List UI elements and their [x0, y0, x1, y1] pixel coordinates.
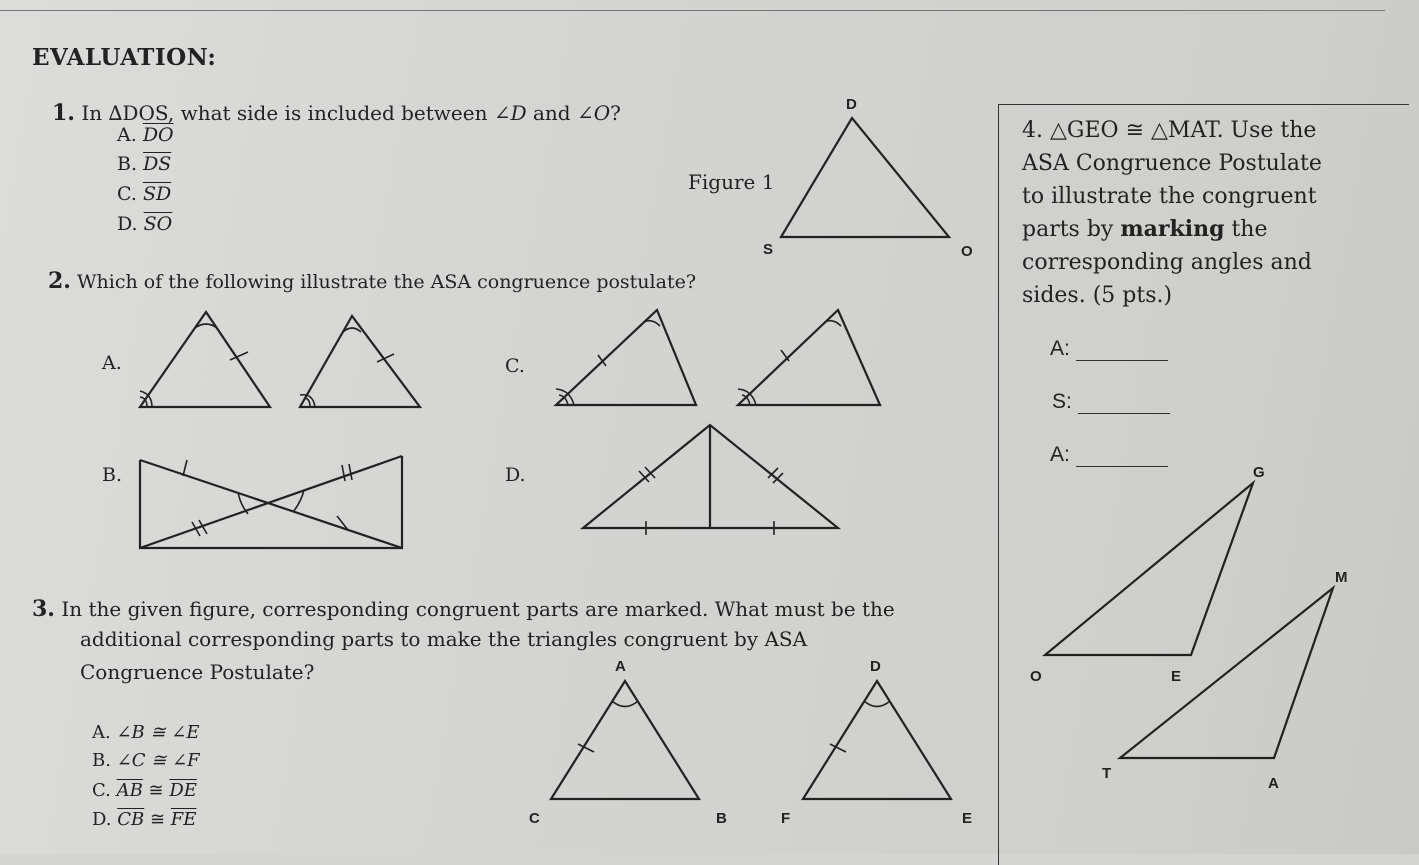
q1-triangle: ∆DOS: [108, 101, 168, 125]
field-label: S:: [1052, 390, 1072, 413]
q2-option-d-figure: [583, 425, 838, 535]
q2-option-b-label[interactable]: B.: [102, 464, 123, 486]
option-value: $\overline{SD}$: [142, 183, 172, 205]
vertex-label-t: T: [1102, 765, 1112, 782]
vertex-label-o: O: [961, 243, 973, 260]
q2-option-b-figure: [140, 456, 402, 548]
vertex-label-e: E: [1171, 668, 1182, 685]
q4-line-4-bold: marking: [1120, 216, 1225, 242]
q1-angle-2: ∠O: [576, 101, 611, 125]
q4-line-2: ASA Congruence Postulate: [1022, 151, 1322, 176]
q4-line-4c: the: [1224, 217, 1268, 242]
option-letter: D.: [92, 809, 112, 830]
page-title: EVALUATION:: [32, 44, 217, 71]
q3-figure: [529, 658, 972, 827]
option-letter: B.: [117, 153, 138, 175]
question-3-number: 3.: [32, 596, 55, 622]
q1-text-d: ?: [610, 101, 621, 125]
option-letter: C.: [92, 780, 111, 801]
q4-line-3: to illustrate the congruent: [1022, 184, 1317, 209]
q2-option-c-figure: [556, 310, 880, 405]
option-sym: ≅: [144, 809, 171, 830]
q4-line-5: corresponding angles and: [1022, 250, 1312, 275]
field-label: A:: [1050, 337, 1070, 360]
q2-option-d-label[interactable]: D.: [505, 464, 526, 486]
option-value: ∠C ≅ ∠F: [116, 750, 200, 771]
question-1-number: 1.: [52, 100, 75, 126]
option-left: $\overline{AB}$: [116, 780, 143, 801]
q3-text-1: In the given figure, corresponding congruent parts are marked. What must be the: [61, 597, 895, 621]
option-left: $\overline{CB}$: [117, 809, 145, 830]
option-letter: A.: [92, 722, 111, 743]
vertex-label-c: C: [529, 810, 540, 827]
q2-option-a-label[interactable]: A.: [102, 352, 122, 374]
vertex-label-f: F: [781, 810, 791, 827]
q1-text-c: and: [526, 101, 577, 125]
option-sym: ≅: [142, 780, 170, 801]
vertex-label-b: B: [716, 810, 727, 827]
vertex-label-d: D: [846, 96, 857, 113]
option-value: $\overline{DO}$: [142, 124, 174, 146]
vertex-label-m: M: [1335, 569, 1348, 586]
vertex-label-a: A: [1268, 775, 1279, 792]
q2-option-c-label[interactable]: C.: [505, 355, 525, 377]
vertex-label-s: S: [763, 241, 774, 258]
q1-angle-1: ∠D: [493, 101, 527, 125]
q4-line-4a: parts by: [1022, 217, 1121, 242]
option-letter: A.: [117, 124, 137, 146]
q4-line-6: sides. (5 pts.): [1022, 283, 1173, 308]
q2-text: Which of the following illustrate the ASA congruence postulate?: [77, 271, 697, 293]
q4-figure: [1030, 464, 1348, 792]
option-letter: C.: [117, 183, 137, 205]
figure-1-caption: Figure 1: [688, 170, 775, 194]
figure-1-triangle: [763, 96, 973, 260]
option-letter: D.: [117, 213, 138, 235]
q1-text-b: , what side is included between: [167, 101, 494, 125]
question-3-line-3: Congruence Postulate?: [80, 660, 315, 684]
q1-text-a: In: [81, 101, 109, 125]
q2-option-a-figure: [140, 312, 420, 407]
question-3-line-2: additional corresponding parts to make the triangles congruent by ASA: [80, 627, 808, 651]
option-letter: B.: [92, 750, 111, 771]
vertex-label-o: O: [1030, 668, 1042, 685]
option-value: $\overline{DS}$: [143, 153, 172, 175]
field-label: A:: [1050, 443, 1070, 466]
option-value: ∠B ≅ ∠E: [116, 722, 200, 743]
option-right: $\overline{FE}$: [170, 809, 197, 830]
question-2-number: 2.: [48, 268, 71, 294]
vertex-label-e: E: [962, 810, 973, 827]
vertex-label-d: D: [870, 658, 881, 675]
q4-line-1: 4. △GEO ≅ △MAT. Use the: [1022, 118, 1317, 143]
vertex-label-g: G: [1253, 464, 1265, 481]
option-right: $\overline{DE}$: [169, 780, 197, 801]
option-value: $\overline{SO}$: [143, 213, 173, 235]
vertex-label-a: A: [615, 658, 626, 675]
